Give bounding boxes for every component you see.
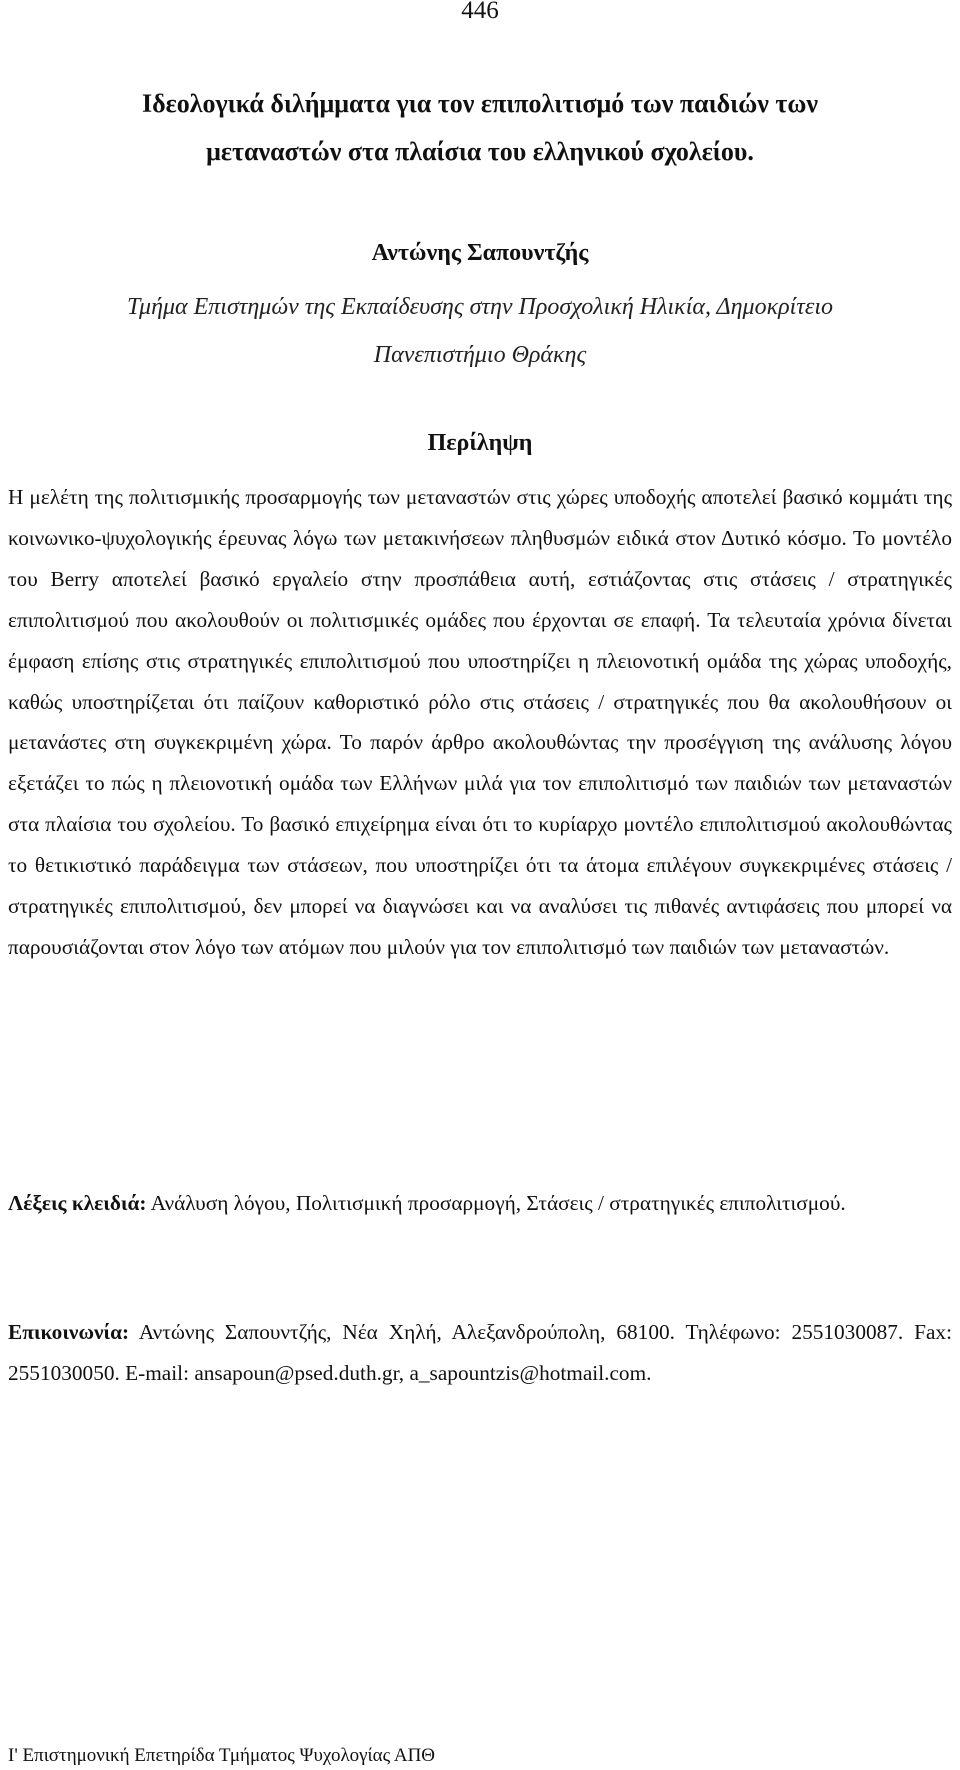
keywords-text: Ανάλυση λόγου, Πολιτισμική προσαρμογή, Στάσεις / στρατηγικές επιπολιτισμού.: [150, 1191, 846, 1215]
contact-info: [8, 1312, 952, 1394]
author-affiliation: [0, 283, 960, 379]
contact-text: Αντώνης Σαπουντζής, Νέα Χηλή, Αλεξανδρούπολη, 68100. Τηλέφωνο: 2551030087. Fax: 2551030050. E-mail: ansapoun@psed.duth.gr, a_sapountzis@hotmail.com.: [8, 1320, 952, 1385]
article-title: [0, 80, 960, 176]
article-title-line-2: μεταναστών στα πλαίσια του ελληνικού σχολείου.: [206, 137, 754, 166]
author-name: Αντώνης Σαπουντζής: [371, 240, 589, 266]
abstract-heading: Περίληψη: [427, 430, 533, 456]
abstract-body: Η μελέτη της πολιτισμικής προσαρμογής των μεταναστών στις χώρες υποδοχής αποτελεί βασικό κομμάτι της κοινωνικο-ψυχολογικής έρευνας λόγω των μετακινήσεων πληθυσμών ειδικά στον Δυτικό κόσμο. Το μοντέλο του Berry αποτελεί βασικό εργαλείο στην προσπάθεια αυτή, εστιάζοντας στις στάσεις / στρατηγικές επιπολιτισμού που ακολουθούν οι πολιτισμικές ομάδες που έρχονται σε επαφή. Τα τελευταία χρόνια δίνεται έμφαση επίσης στις στρατηγικές επιπολιτισμού που υποστηρίζει η πλειονοτική ομάδα της χώρας υποδοχής, καθώς υποστηρίζεται ότι παίζουν καθοριστικό ρόλο στις στάσεις / στρατηγικές που θα ακολουθήσουν οι μετανάστες στη συγκεκριμένη χώρα. Το παρόν άρθρο ακολουθώντας την προσέγγιση της ανάλυσης λόγου εξετάζει το πώς η πλειονοτική ομάδα των Ελλήνων μιλά για τον επιπολιτισμό των παιδιών των μεταναστών στα πλαίσια του σχολείου. Το βασικό επιχείρημα είναι ότι το κυρίαρχο μοντέλο επιπολιτισμού ακολουθώντας το θετικιστικό παράδειγμα των στάσεων, που υποστηρίζει ότι τα άτομα επιλέγουν συγκεκριμένες στάσεις / στρατηγικές επιπολιτισμού, δεν μπορεί να διαγνώσει και να αναλύσει τις πιθανές αντιφάσεις που μπορεί να παρουσιάζονται στον λόγο των ατόμων που μιλούν για τον επιπολιτισμό των παιδιών των μεταναστών.: [8, 485, 952, 959]
page-number: 446: [461, 0, 499, 24]
keywords: [8, 1183, 952, 1224]
affiliation-line-1: Τμήμα Επιστημών της Εκπαίδευσης στην Προσχολική Ηλικία, Δημοκρίτειο: [127, 294, 833, 320]
running-footer: Ι' Επιστημονική Επετηρίδα Τμήματος Ψυχολογίας ΑΠΘ: [8, 1745, 436, 1766]
affiliation-line-2: Πανεπιστήμιο Θράκης: [373, 342, 587, 368]
contact-label: Επικοινωνία:: [8, 1320, 130, 1344]
article-title-line-1: Ιδεολογικά διλήμματα για τον επιπολιτισμό των παιδιών των: [142, 89, 818, 118]
keywords-label: Λέξεις κλειδιά:: [8, 1191, 147, 1215]
